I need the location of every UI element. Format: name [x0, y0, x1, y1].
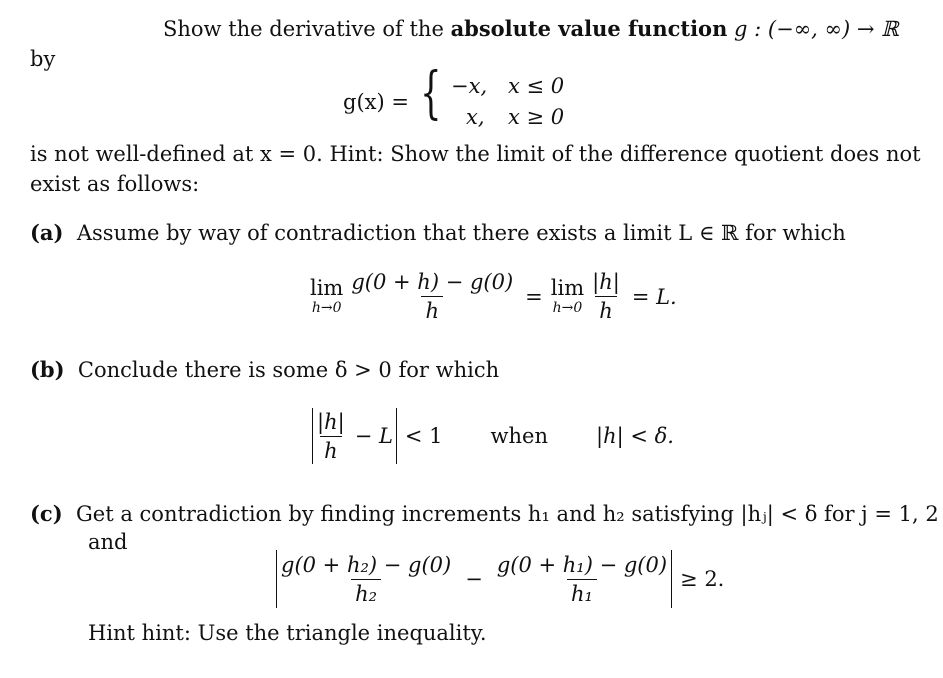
part-c-hint: Hint hint: Use the triangle inequality.	[88, 621, 487, 645]
statement-line1: is not well-defined at x = 0. Hint: Show the limit of the difference quotient does not	[30, 142, 921, 166]
lim-subscript: h→0	[552, 300, 583, 316]
lim-subscript: h→0	[311, 300, 342, 316]
piecewise-case1-cond: x ≤ 0	[508, 74, 565, 98]
part-a-difference-quotient	[347, 270, 517, 323]
statement-line2: exist as follows:	[30, 172, 200, 196]
part-a-text: Assume by way of contradiction that there exists a limit L ∈ ℝ for which	[76, 221, 846, 245]
lim-word: lim	[550, 276, 585, 300]
fraction-numerator: g(0 + h₁) − g(0)	[496, 552, 668, 577]
fraction-denominator: h	[595, 296, 617, 323]
part-a-lim1	[310, 278, 343, 315]
minus-L: − L	[354, 424, 393, 448]
part-b-label: (b)	[30, 357, 65, 382]
part-b-line	[30, 357, 499, 382]
fraction-numerator: |h|	[317, 409, 345, 434]
part-c-and: and	[88, 530, 128, 554]
part-c-equation	[276, 550, 724, 608]
piecewise-brace: {	[420, 61, 442, 126]
fraction-denominator: h₂	[351, 579, 381, 606]
intro-by: by	[30, 47, 56, 71]
intro-line	[163, 16, 899, 41]
piecewise-case2-value: x,	[466, 105, 485, 129]
part-c-rhs: ≥ 2.	[680, 567, 725, 591]
part-c-label: (c)	[30, 501, 63, 526]
part-c-quotient-h1	[493, 553, 671, 606]
part-a-abs-quotient	[588, 270, 624, 323]
fraction-denominator: h₁	[567, 579, 597, 606]
fraction-denominator: h	[320, 436, 342, 463]
abs-bar-right	[671, 550, 672, 608]
fraction-numerator: g(0 + h) − g(0)	[351, 270, 514, 294]
equals-sign: =	[525, 284, 543, 309]
part-b-equation	[312, 408, 674, 464]
part-c-text: Get a contradiction by finding increments h₁ and h₂ satisfying |hⱼ| < δ for j = 1, 2	[76, 502, 939, 526]
part-b-condition: |h| < δ.	[596, 424, 674, 448]
fraction-denominator: h	[421, 296, 443, 323]
intro-bold-term: absolute value function	[450, 16, 728, 41]
part-a-line	[30, 220, 846, 245]
lim-word: lim	[310, 276, 344, 300]
piecewise-case2-cond: x ≥ 0	[508, 105, 565, 129]
piecewise-case1-value: −x,	[451, 74, 488, 98]
fraction-numerator: |h|	[592, 270, 620, 294]
part-a-rhs: = L.	[631, 284, 677, 309]
part-c-line	[30, 501, 939, 526]
intro-text: Show the derivative of the	[163, 17, 451, 41]
part-a-label: (a)	[30, 220, 64, 245]
minus-sign: −	[465, 567, 483, 591]
fraction-numerator: g(0 + h₂) − g(0)	[281, 552, 452, 577]
abs-bar-right	[396, 408, 397, 464]
part-b-text: Conclude there is some δ > 0 for which	[77, 358, 500, 382]
piecewise-lhs: g(x) =	[343, 90, 409, 114]
part-b-rhs: < 1	[404, 424, 443, 448]
part-a-equation	[310, 270, 677, 323]
part-b-when: when	[490, 424, 548, 448]
part-b-abs-quotient	[313, 410, 349, 463]
part-a-lim2	[551, 278, 584, 315]
part-c-quotient-h2	[277, 553, 455, 606]
intro-math: g : (−∞, ∞) → ℝ	[734, 17, 899, 41]
